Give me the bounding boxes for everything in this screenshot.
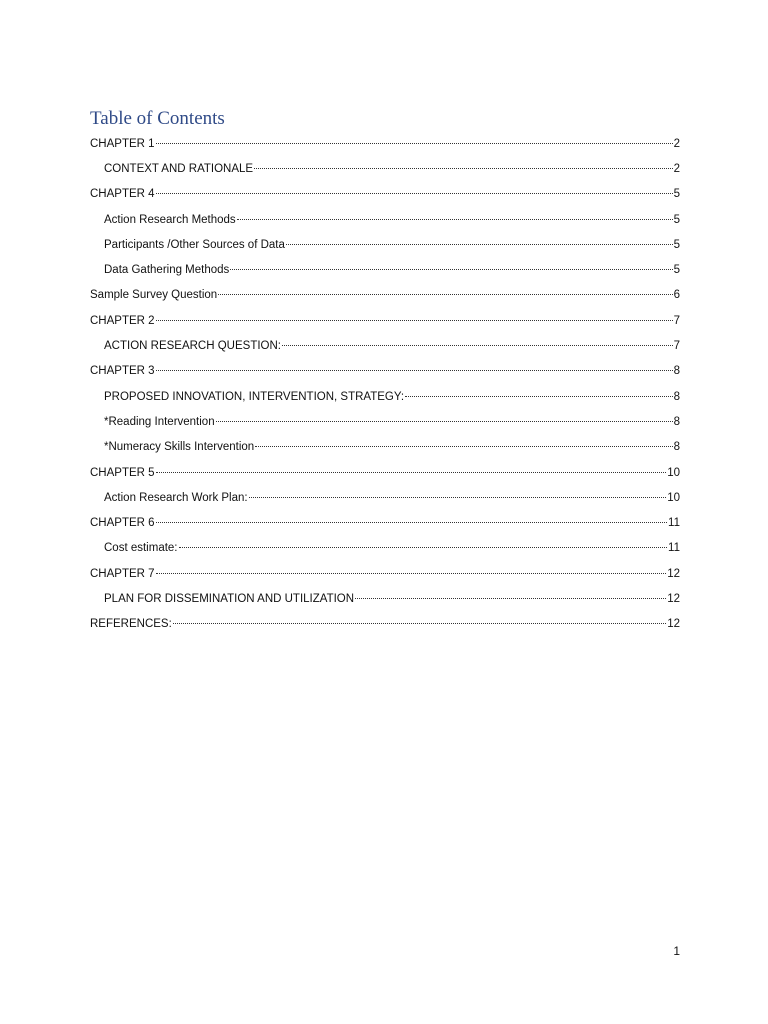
toc-entry-row — [90, 517, 680, 529]
toc-entry-label[interactable]: Action Research Work Plan: — [104, 491, 248, 504]
toc-entry-label[interactable]: CHAPTER 7 — [90, 567, 155, 580]
toc-entry-label[interactable]: Data Gathering Methods — [104, 264, 230, 277]
toc-entry-label[interactable]: Sample Survey Question — [90, 289, 218, 302]
toc-entry[interactable] — [0, 283, 768, 308]
toc-dot-leader — [218, 294, 672, 295]
toc-entry-page: 5 — [673, 213, 680, 226]
toc-entry-row — [104, 391, 680, 403]
toc-entry-row — [90, 188, 680, 200]
toc-entry[interactable] — [0, 131, 768, 156]
toc-entry-label[interactable]: PLAN FOR DISSEMINATION AND UTILIZATION — [104, 592, 355, 605]
toc-entry-label[interactable]: CHAPTER 6 — [90, 517, 155, 530]
toc-entry-label[interactable]: ACTION RESEARCH QUESTION: — [104, 340, 281, 353]
toc-entry-page: 8 — [673, 441, 680, 454]
toc-entry-label[interactable]: PROPOSED INNOVATION, INTERVENTION, STRATEGY: — [104, 390, 405, 403]
toc-entry-page: 5 — [673, 188, 680, 201]
toc-entry[interactable] — [0, 510, 768, 535]
toc-dot-leader — [254, 168, 672, 169]
toc-entry-label[interactable]: REFERENCES: — [90, 618, 172, 631]
toc-entry[interactable] — [0, 586, 768, 611]
toc-dot-leader — [156, 143, 673, 144]
toc-dot-leader — [156, 193, 673, 194]
toc-dot-leader — [156, 370, 673, 371]
toc-entry-row — [90, 467, 680, 479]
toc-entry-label[interactable]: Cost estimate: — [104, 542, 178, 555]
toc-entry-page: 2 — [673, 162, 680, 175]
toc-entry-row — [104, 163, 680, 175]
toc-entry-row — [104, 416, 680, 428]
toc-entry[interactable] — [0, 485, 768, 510]
toc-dot-leader — [249, 497, 667, 498]
toc-dot-leader — [156, 573, 667, 574]
toc-entry-row — [90, 138, 680, 150]
toc-entry-page: 7 — [673, 314, 680, 327]
toc-entry-row — [104, 492, 680, 504]
toc-entry-page: 12 — [667, 592, 680, 605]
toc-entry-page: 8 — [673, 365, 680, 378]
toc-dot-leader — [355, 598, 666, 599]
toc-entry[interactable] — [0, 435, 768, 460]
toc-entry-page: 10 — [667, 466, 680, 479]
toc-entry-label[interactable]: CHAPTER 1 — [90, 137, 155, 150]
toc-entry-label[interactable]: CHAPTER 4 — [90, 188, 155, 201]
toc-dot-leader — [179, 547, 668, 548]
toc-entry-row — [90, 618, 680, 630]
toc-entry-label[interactable]: Participants /Other Sources of Data — [104, 238, 285, 251]
toc-entry-row — [90, 315, 680, 327]
toc-entry-row — [104, 542, 680, 554]
toc-entry[interactable] — [0, 207, 768, 232]
toc-entry[interactable] — [0, 182, 768, 207]
page-number: 1 — [673, 944, 680, 958]
toc-dot-leader — [156, 522, 668, 523]
toc-dot-leader — [237, 219, 673, 220]
toc-entry-label[interactable]: CHAPTER 2 — [90, 314, 155, 327]
toc-dot-leader — [173, 623, 666, 624]
toc-entry[interactable] — [0, 409, 768, 434]
toc-dot-leader — [286, 244, 673, 245]
toc-entry-row — [104, 239, 680, 251]
toc-entry-page: 11 — [668, 542, 680, 555]
toc-entry-label[interactable]: *Numeracy Skills Intervention — [104, 441, 255, 454]
toc-entry[interactable] — [0, 460, 768, 485]
toc-entry-row — [104, 264, 680, 276]
toc-entry[interactable] — [0, 384, 768, 409]
toc-dot-leader — [156, 320, 673, 321]
toc-entry-row — [104, 441, 680, 453]
toc-entry[interactable] — [0, 156, 768, 181]
toc-entry[interactable] — [0, 612, 768, 637]
toc-entry-row — [104, 593, 680, 605]
toc-dot-leader — [255, 446, 672, 447]
toc-entry[interactable] — [0, 359, 768, 384]
toc-entry[interactable] — [0, 257, 768, 282]
toc-entry-page: 6 — [673, 289, 680, 302]
toc-entry-label[interactable]: CHAPTER 5 — [90, 466, 155, 479]
toc-entry-page: 10 — [667, 491, 680, 504]
toc-entry-page: 8 — [673, 415, 680, 428]
toc-entry[interactable] — [0, 308, 768, 333]
toc-entry-row — [90, 365, 680, 377]
toc-entry-row — [90, 568, 680, 580]
toc-entry-page: 2 — [673, 137, 680, 150]
toc-list — [0, 131, 768, 637]
toc-entry-page: 11 — [668, 517, 680, 530]
toc-entry[interactable] — [0, 536, 768, 561]
toc-entry[interactable] — [0, 232, 768, 257]
toc-dot-leader — [282, 345, 673, 346]
toc-entry-page: 5 — [673, 238, 680, 251]
toc-entry-label[interactable]: CHAPTER 3 — [90, 365, 155, 378]
toc-entry-label[interactable]: Action Research Methods — [104, 213, 236, 226]
toc-entry[interactable] — [0, 561, 768, 586]
toc-entry-row — [90, 289, 680, 301]
toc-dot-leader — [156, 472, 667, 473]
toc-entry-row — [104, 340, 680, 352]
toc-dot-leader — [216, 421, 673, 422]
toc-entry[interactable] — [0, 333, 768, 358]
toc-entry-page: 5 — [673, 264, 680, 277]
toc-entry-page: 8 — [673, 390, 680, 403]
toc-entry-page: 7 — [673, 340, 680, 353]
toc-dot-leader — [230, 269, 672, 270]
toc-entry-page: 12 — [667, 618, 680, 631]
toc-entry-row — [104, 214, 680, 226]
toc-entry-label[interactable]: CONTEXT AND RATIONALE — [104, 162, 254, 175]
toc-entry-label[interactable]: *Reading Intervention — [104, 415, 215, 428]
toc-title: Table of Contents — [90, 108, 225, 129]
toc-dot-leader — [405, 396, 672, 397]
toc-entry-page: 12 — [667, 567, 680, 580]
